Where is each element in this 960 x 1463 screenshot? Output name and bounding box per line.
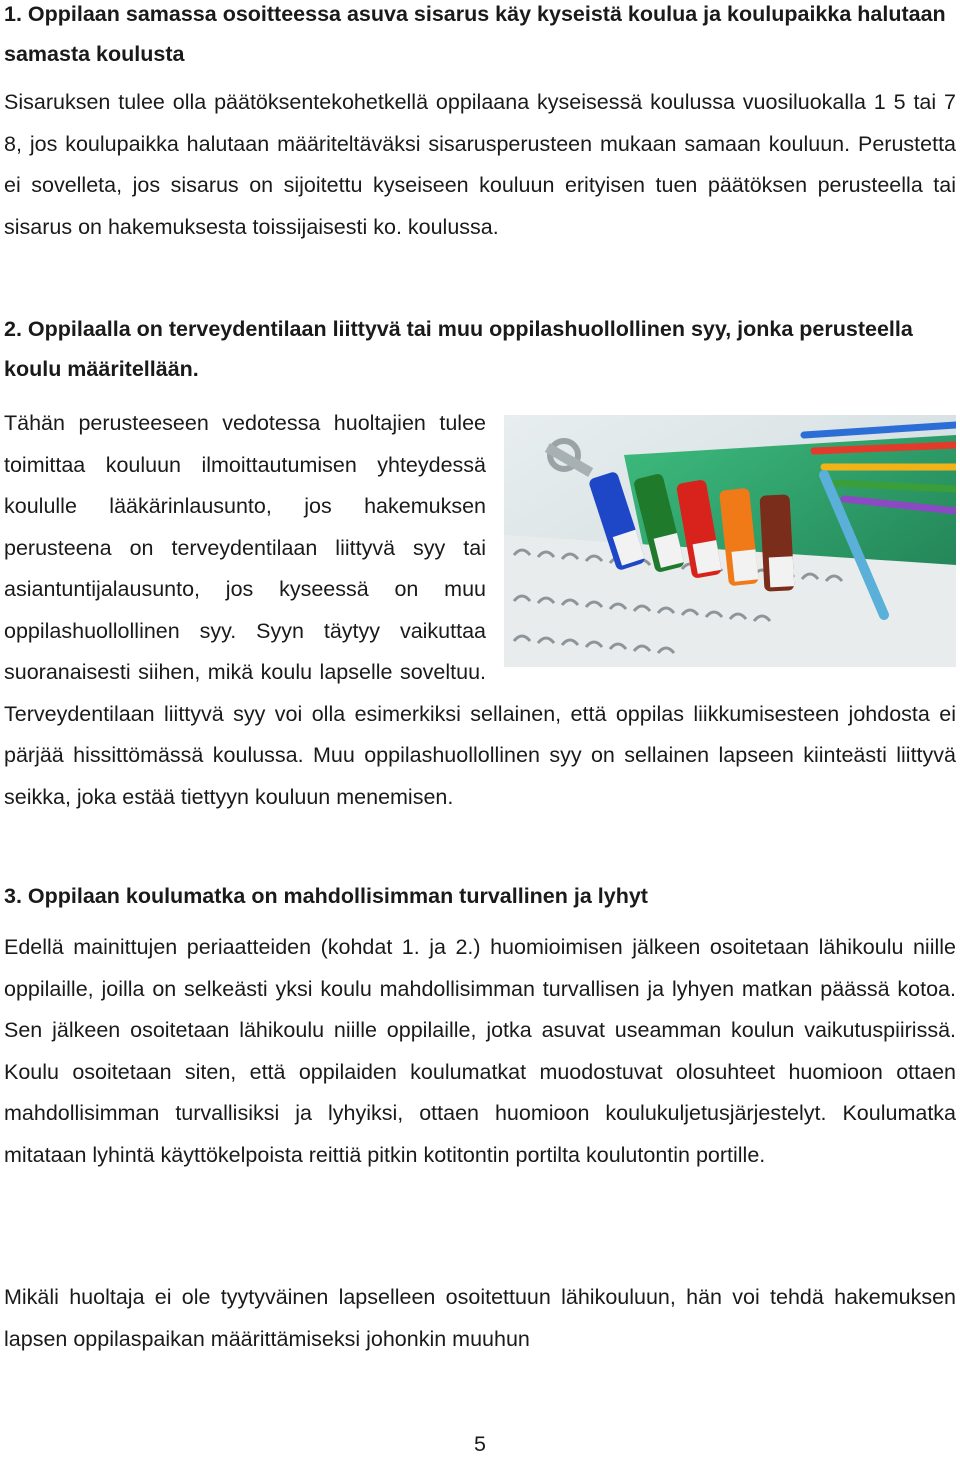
section-3-body: Edellä mainittujen periaatteiden (kohdat 1. ja 2.) huomioimisen jälkeen osoitetaan lähikoulu niille oppilaille, joilla on selkeästi yksi koulu mahdollisimman turvallisen ja lyhyen matkan päässä kotoa. Sen jälkeen osoitetaan lähikoulu niille oppilaille, jotka asuvat useamman koulun vaikutuspiirissä. Koulu osoitetaan siten, että oppilaiden koulumatkat muodostuvat olosuhteet huomioon ottaen mahdollisimman turvallisiksi ja lyhyiksi, ottaen huomioon koulukuljetusjärjestelyt. Koulumatka mitataan lyhintä käyttökelpoista reittiä pitkin kotitontin portilta koulutontin portille. bbox=[4, 935, 956, 1167]
section-2-body: Tähän perusteeseen vedotessa huoltajien tulee toimittaa kouluun ilmoittautumisen yhteydessä koululle lääkärinlausunto, jos hakemuksen perusteena on terveydentilaan liittyvä syy tai asiantuntijalausunto, jos kyseessä on muu oppilashuollollinen syy. Syyn täytyy vaikuttaa suoranaisesti siihen, mikä koulu lapselle soveltuu. Terveydentilaan liittyvä syy voi olla esimerkiksi sellainen, että oppilas liikkumisesteen johdosta ei pärjää hissittömässä koulussa. Muu oppilashuollollinen syy on sellainen lapseen kiinteästi liittyvä seikka, joka estää tiettyyn kouluun menemisen. bbox=[4, 411, 956, 809]
page-number: 5 bbox=[474, 1432, 486, 1456]
section-1-body: Sisaruksen tulee olla päätöksentekohetkellä oppilaana kyseisessä koulussa vuosiluokalla 1 5 tai 7 8, jos koulupaikka halutaan määriteltäväksi sisarusperusteen mukaan samaan kouluun. Perustetta ei sovelleta, jos sisarus on sijoitettu kyseiseen kouluun erityisen tuen päätöksen perusteella tai sisarus on hakemuksesta toissijaisesti ko. koulussa. bbox=[4, 90, 956, 239]
section-3-heading: 3. Oppilaan koulumatka on mahdollisimman turvallinen ja lyhyt bbox=[4, 884, 648, 908]
school-supplies-icon bbox=[504, 415, 956, 667]
section-1-heading: 1. Oppilaan samassa osoitteessa asuva sisarus käy kyseistä koulua ja koulupaikka halutaan samasta koulusta bbox=[4, 2, 946, 66]
section-2-block bbox=[4, 403, 956, 818]
section-2-heading: 2. Oppilaalla on terveydentilaan liittyvä tai muu oppilashuollollinen syy, jonka perusteella koulu määritellään. bbox=[4, 317, 913, 381]
closing-paragraph: Mikäli huoltaja ei ole tyytyväinen lapselleen osoitettuun lähikouluun, hän voi tehdä hakemuksen lapsen oppilaspaikan määrittämiseksi johonkin muuhun bbox=[4, 1285, 956, 1351]
school-supplies-photo bbox=[504, 415, 956, 667]
